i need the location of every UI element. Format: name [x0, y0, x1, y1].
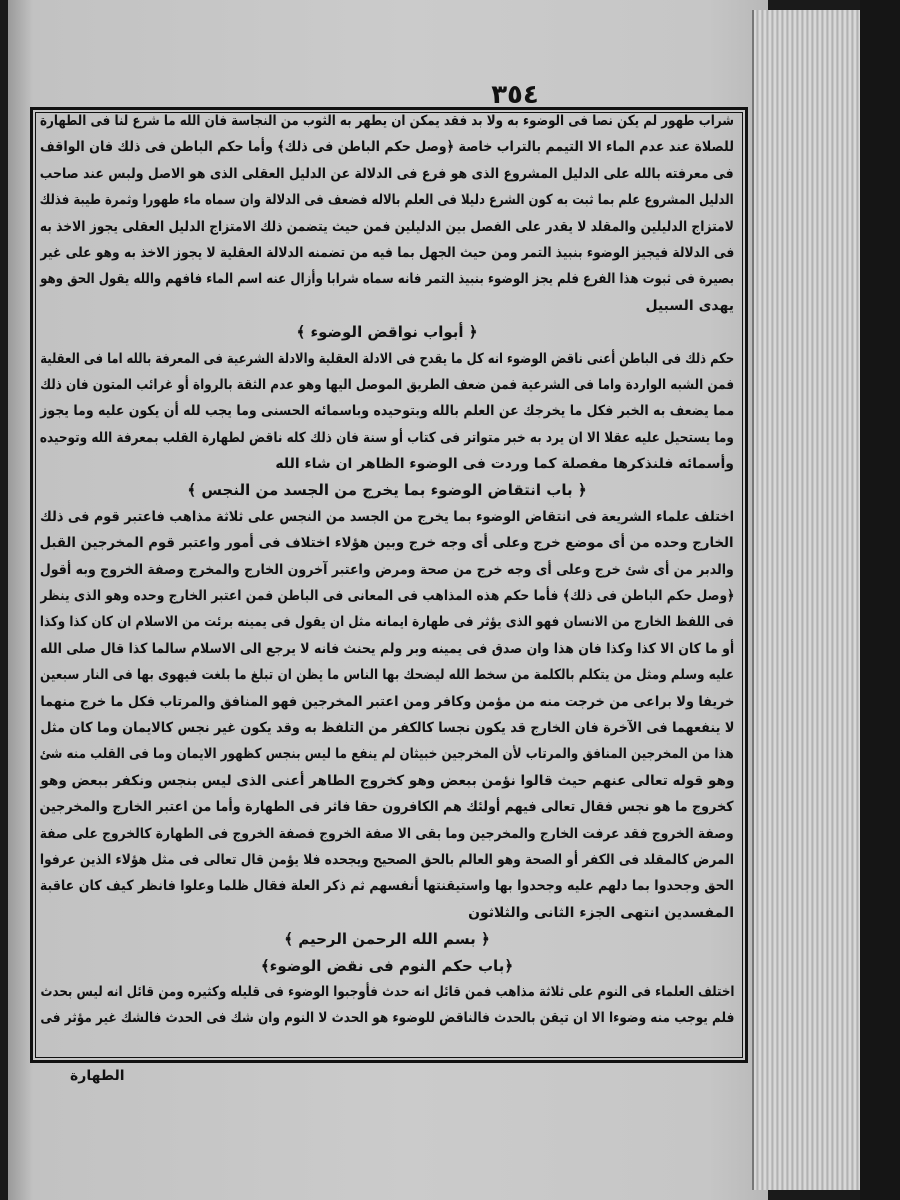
text-line: الدليل المشروع علم بما ثبت به كون الشرع دليلا فى العلم بالاله فضعف فى الدلالة وان سماه ماء طهورا وثمرة طيبة فذلك: [40, 192, 734, 209]
text-line: للصلاة عند عدم الماء الا التيمم بالتراب خاصة ﴿وصل حكم الباطن فى ذلك﴾ وأما حكم الباطن فى ذلك فان الواقف: [40, 139, 734, 156]
text-line: والدبر من أى شئ خرج وعلى أى وجه خرج من صحة ومرض واعتبر آخرون الخارج والمخرج وصفة الخروج وبه أقول: [40, 561, 734, 578]
text-line: المفسدين انتهى الجزء الثانى والثلاثون: [468, 904, 734, 921]
text-line: فمن الشبه الواردة واما فى الشرعية فمن ضعف الطريق الموصل اليها وهو عدم الثقة بالرواة أو غرائب المتون فان ذلك: [40, 376, 734, 393]
text-line: الخارج وحده من أى موضع خرج وعلى أى وجه خرج وبين هؤلاء اختلاف فى أمور واعتبر قوم المخرجين القبل: [40, 535, 734, 552]
text-line: وما يستحيل عليه عقلا الا ان يرد به خبر متواتر فى كتاب أو سنة فان ذلك كله ناقض لطهارة القلب بمعرفة الله وتوحيده: [40, 429, 734, 446]
text-line: هذا من المخرجين المنافق والمرتاب لأن المخرجين خبيثان لم ينفع ما ليس بنجس كظهور الايمان وما فى القلب منه شئ: [40, 746, 734, 763]
text-line: لامتزاج الدليلين والمقلد لا يقدر على الفصل بين الدليلين فمن حيث يتضمن ذلك الامتزاج الدليل العقلى يجوز الاخذ به: [40, 218, 734, 235]
section-heading: ﴿ بسم الله الرحمن الرحيم ﴾: [284, 930, 490, 949]
section-heading: ﴿ باب انتقاض الوضوء بما يخرج من الجسد من النجس ﴾: [187, 481, 587, 500]
text-line: لا ينفعهما فى الآخرة فان الخارج قد يكون نجسا كالكفر من التلفظ به وقد يكون غير نجس كالايمان وما كان مثل: [40, 719, 734, 736]
text-line: فى معرفته بالله على الدليل المشروع الذى هو فرع فى الدلالة عن الدليل العقلى الذى هو الاصل ولبس عند صاحب: [40, 165, 734, 182]
text-line: ﴿وصل حكم الباطن فى ذلك﴾ فأما حكم هذه المذاهب فى المعانى فى الباطن فمن اعتبر الخارج وحده وهو الذى ينظر: [40, 588, 734, 605]
text-line: وصفة الخروج فقد عرفت الخارج والمخرجين وما بقى الا صفة الخروج فصفة الخروج فى الطهارة كالخروج على صفة: [40, 825, 734, 842]
text-line: حكم ذلك فى الباطن أعنى ناقض الوضوء انه كل ما يقدح فى الادلة العقلية والادلة الشرعية فى المعرفة بالله اما فى العقلية: [40, 350, 734, 367]
text-line: شراب طهور لم يكن نصا فى الوضوء به ولا بد فقد يمكن ان يطهر به الثوب من النجاسة فان الله ما شرع لنا فى الطهارة: [40, 113, 734, 129]
scan-background: [860, 0, 900, 1200]
page-number: ٣٥٤: [491, 80, 539, 110]
text-line: فى الدلالة فيجيز الوضوء بنبيذ التمر ومن حيث الجهل بما فيه من تضمنه الدلالة العقلية لا يجوز الاخذ به وهو على غير: [40, 244, 734, 261]
section-heading: ﴿ أبواب نواقض الوضوء ﴾: [296, 323, 478, 342]
page-stack-edge: [752, 10, 872, 1190]
text-line: كخروج ما هو نجس فقال تعالى فيهم أولئك هم الكافرون حقا فاثر فى الطهارة وأما من اعتبر الخارج والمخرجين: [40, 799, 734, 816]
section-heading: ﴿باب حكم النوم فى نقض الوضوء﴾: [260, 956, 514, 975]
text-line: يهدى السبيل: [645, 297, 734, 314]
text-line: الحق وجحدوا بما دلهم عليه وجحدوا بها واستيقنتها أنفسهم ثم ذكر العلة فقال ظلما وعلوا فانظر كيف كان عاقبة: [40, 878, 734, 895]
footer-catchword: الطهارة: [70, 1068, 125, 1084]
text-line: عليه وسلم ومثل من يتكلم بالكلمة من سخط الله ليضحك بها الناس ما يظن ان تبلغ ما بلغت فيهوى بها فى النار سبعين: [40, 667, 734, 684]
text-line: فلم يوجب منه وضوءا الا ان تيقن بالحدث فالناقض للوضوء هو الحدث لا النوم وان شك فى الحدث فالشك غير مؤثر فى: [40, 1010, 734, 1027]
text-line: اختلف علماء الشريعة فى انتقاض الوضوء بما يخرج من الجسد من النجس على ثلاثة مذاهب فاعتبر قوم فى ذلك: [40, 508, 734, 525]
text-line: وأسمائه فلنذكرها مفصلة كما وردت فى الوضوء الظاهر ان شاء الله: [275, 456, 734, 473]
text-line: المرض كالمقلد فى الكفر أو الصحة وهو العالم بالحق الصحيح ويجحده فلا يؤمن قال تعالى فى مثل هؤلاء الذين عرفوا: [40, 851, 734, 868]
text-line: وهو قوله تعالى عنهم حيث قالوا نؤمن ببعض وهو كخروج الطاهر أعنى الذى ليس بنجس ونكفر ببعض وهو: [40, 772, 734, 789]
text-line: خريفا ولا براعى من خرجت منه من مؤمن وكافر ومن اعتبر المخرجين فهو المنافق والمرتاب فكل ما خرج منهما: [40, 693, 734, 710]
text-line: مما يضعف به الخبر فكل ما يخرجك عن العلم بالله وبتوحيده وباسمائه الحسنى وما يجب لله أن يكون عليه وما يجوز: [40, 403, 734, 420]
body-text: [40, 108, 734, 1032]
text-line: اختلف العلماء فى النوم على ثلاثة مذاهب فمن قائل انه حدث فأوجبوا الوضوء فى قليله وكثيره ومن قائل انه ليس بحدث: [40, 983, 734, 1000]
text-line: بصيرة فى ثبوت هذا الفرع فلم يجز الوضوء بنبيذ التمر فانه سماه شرابا وأزال عنه اسم الماء فافهم والله يقول الحق وهو: [40, 271, 734, 288]
text-line: أو ما كان الا كذا وكذا فان هذا وان صدق فى يمينه وبر ولم يحنث فانه لا يرجع الى الاسلام سالما كذا قال صلى الله: [40, 640, 734, 657]
text-line: فى اللفظ الخارج من الانسان فهو الذى يؤثر فى طهارة ايمانه مثل ان يقول فى يمينه برئت من الاسلام ان كان كذا وكذا: [40, 614, 734, 631]
